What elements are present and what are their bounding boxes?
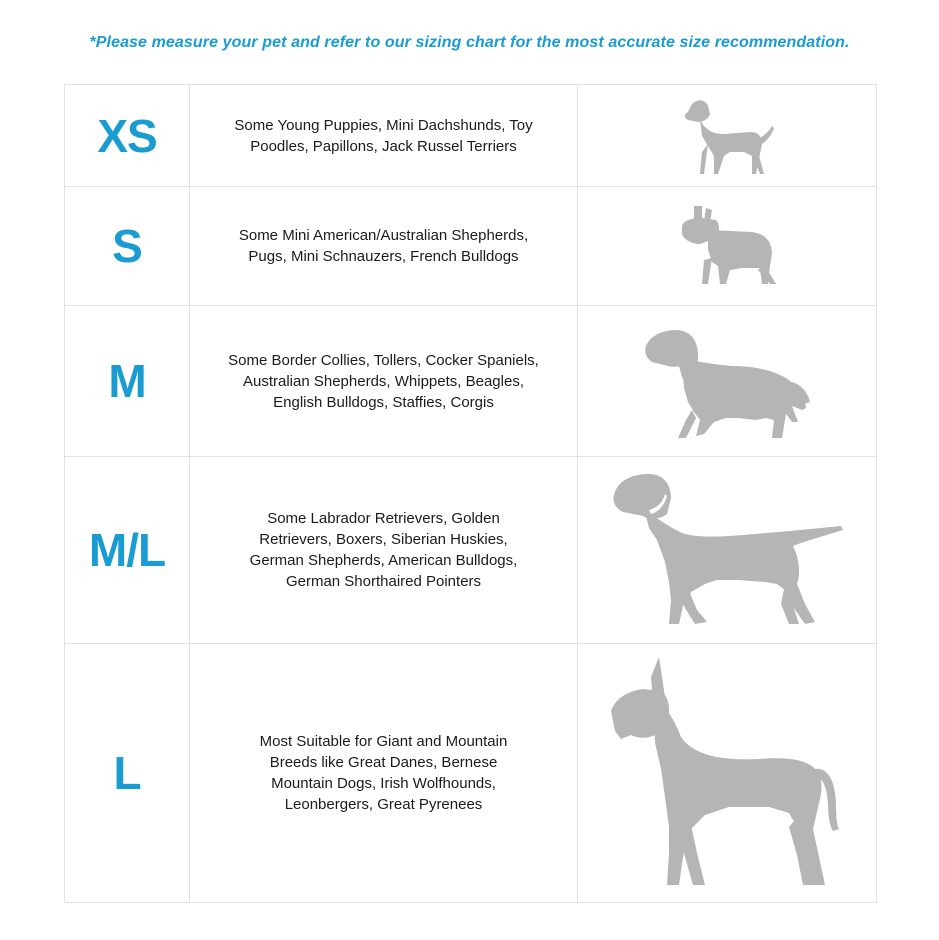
breed-description-text: Some Mini American/Australian Shepherds, Pugs, Mini Schnauzers, French Bulldogs bbox=[238, 227, 529, 265]
table-row bbox=[65, 85, 877, 187]
breed-description-text: Most Suitable for Giant and Mountain Breeds like Great Danes, Bernese Mountain Dogs, Irish Wolfhounds, Leonbergers, Great Pyrenees bbox=[259, 733, 508, 813]
breed-description-text: Some Young Puppies, Mini Dachshunds, Toy Poodles, Papillons, Jack Russel Terriers bbox=[234, 116, 533, 155]
great-dane-silhouette-icon bbox=[609, 657, 845, 889]
french-bulldog-silhouette-icon bbox=[672, 204, 782, 288]
sizing-note: *Please measure your pet and refer to our sizing chart for the most accurate size recommendation. bbox=[89, 34, 850, 51]
dog-image-cell bbox=[578, 644, 877, 903]
breed-description bbox=[190, 457, 578, 644]
size-label: S bbox=[65, 187, 190, 306]
labrador-silhouette-icon bbox=[609, 472, 845, 628]
dog-image-cell bbox=[578, 306, 877, 457]
table-row bbox=[65, 457, 877, 644]
size-label: XS bbox=[65, 85, 190, 187]
small-dog-silhouette-icon bbox=[672, 96, 782, 176]
size-chart-table bbox=[64, 84, 877, 903]
dog-image-cell bbox=[578, 85, 877, 187]
size-label: M bbox=[65, 306, 190, 457]
table-row bbox=[65, 644, 877, 903]
breed-description-text: Some Border Collies, Tollers, Cocker Spaniels, Australian Shepherds, Whippets, Beagles, English Bulldogs, Staffies, Corgis bbox=[228, 351, 539, 411]
breed-description bbox=[190, 306, 578, 457]
size-label: L bbox=[65, 644, 190, 903]
breed-description bbox=[190, 187, 578, 306]
table-row bbox=[65, 306, 877, 457]
size-label: M/L bbox=[65, 457, 190, 644]
breed-description bbox=[190, 644, 578, 903]
breed-description bbox=[190, 85, 578, 187]
breed-description-text: Some Labrador Retrievers, Golden Retrievers, Boxers, Siberian Huskies, German Shepherds, American Bulldogs, German Shorthaired Pointers bbox=[249, 510, 518, 590]
dog-image-cell bbox=[578, 187, 877, 306]
table-row bbox=[65, 187, 877, 306]
dog-image-cell bbox=[578, 457, 877, 644]
spaniel-silhouette-icon bbox=[642, 322, 812, 440]
